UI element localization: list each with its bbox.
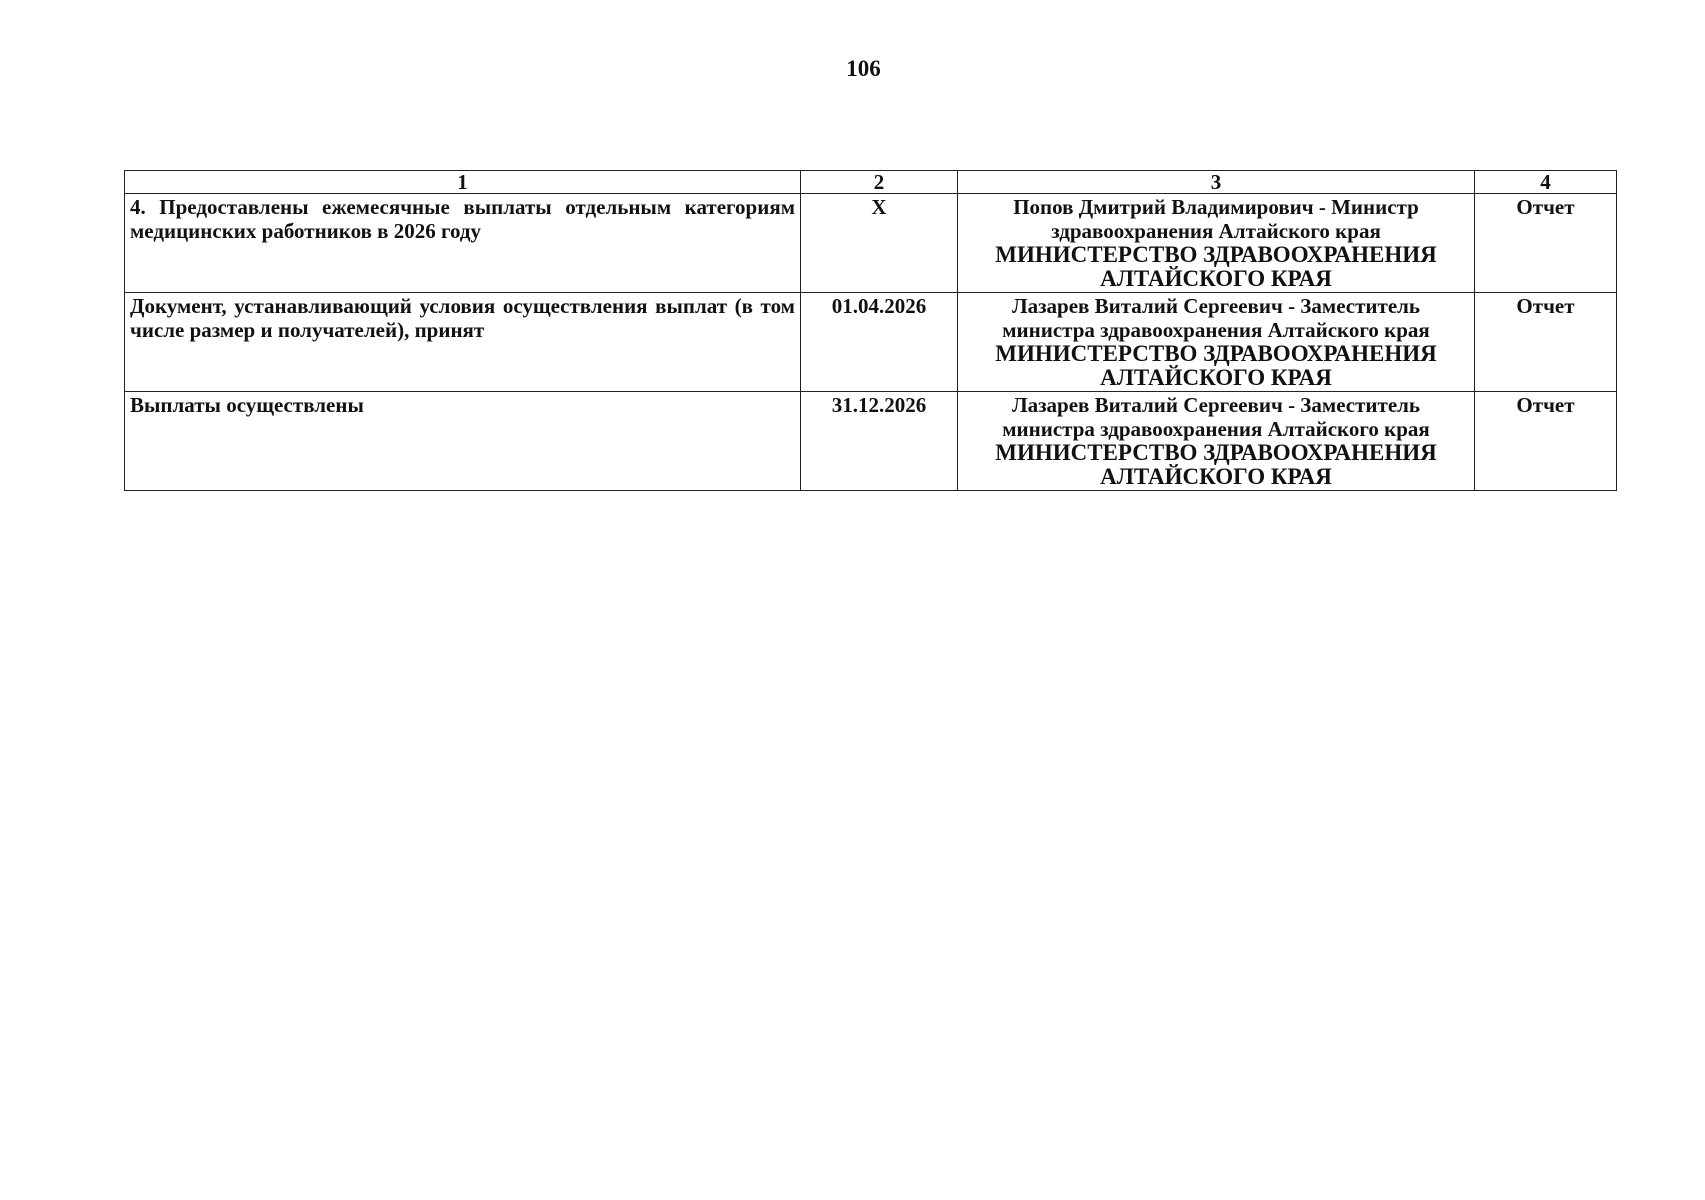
result-type: Отчет xyxy=(1475,194,1617,293)
event-description: Документ, устанавливающий условия осуществления выплат (в том числе размер и получателей), принят xyxy=(125,293,801,392)
page-number: 106 xyxy=(846,56,881,81)
responsible-cell xyxy=(958,293,1475,392)
table-row xyxy=(125,194,1617,293)
column-header-4: 4 xyxy=(1475,171,1617,194)
responsible-person: Попов Дмитрий Владимирович - Министр здравоохранения Алтайского края xyxy=(1013,195,1419,243)
responsible-organization: МИНИСТЕРСТВО ЗДРАВООХРАНЕНИЯ АЛТАЙСКОГО КРАЯ xyxy=(995,341,1437,390)
column-header-3: 3 xyxy=(958,171,1475,194)
table-row xyxy=(125,293,1617,392)
event-deadline: X xyxy=(801,194,958,293)
table-row xyxy=(125,392,1617,491)
responsible-cell xyxy=(958,194,1475,293)
event-description: 4. Предоставлены ежемесячные выплаты отдельным категориям медицинских работников в 2026 году xyxy=(125,194,801,293)
column-header-1: 1 xyxy=(125,171,801,194)
event-description: Выплаты осуществлены xyxy=(125,392,801,491)
responsible-organization: МИНИСТЕРСТВО ЗДРАВООХРАНЕНИЯ АЛТАЙСКОГО КРАЯ xyxy=(995,440,1437,489)
plan-table xyxy=(124,170,1617,491)
responsible-person: Лазарев Виталий Сергеевич - Заместитель министра здравоохранения Алтайского края xyxy=(1002,294,1430,342)
responsible-organization: МИНИСТЕРСТВО ЗДРАВООХРАНЕНИЯ АЛТАЙСКОГО КРАЯ xyxy=(995,242,1437,291)
event-deadline: 31.12.2026 xyxy=(801,392,958,491)
event-deadline: 01.04.2026 xyxy=(801,293,958,392)
responsible-person: Лазарев Виталий Сергеевич - Заместитель министра здравоохранения Алтайского края xyxy=(1002,393,1430,441)
column-header-2: 2 xyxy=(801,171,958,194)
result-type: Отчет xyxy=(1475,392,1617,491)
header-row xyxy=(125,171,1617,194)
responsible-cell xyxy=(958,392,1475,491)
result-type: Отчет xyxy=(1475,293,1617,392)
